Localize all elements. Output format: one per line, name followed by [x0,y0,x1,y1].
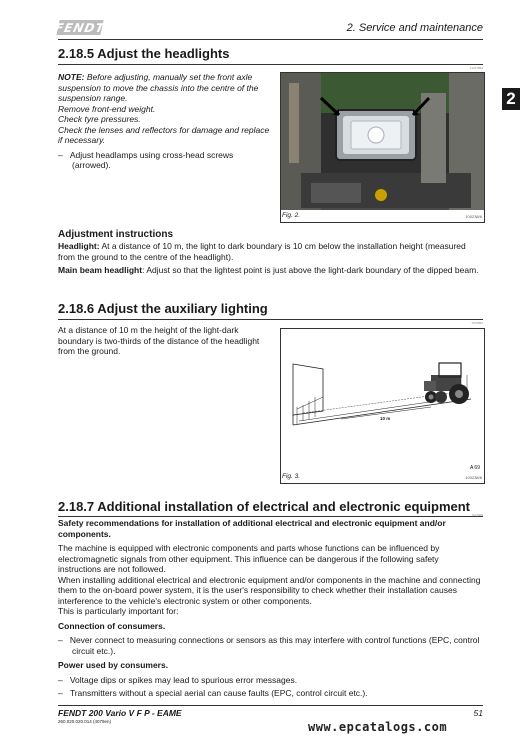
figure-3-code: 100238/8 [465,475,482,480]
bullet-transmitters: – Transmitters without a special aerial can cause faults (EPC, control circuit etc.). [58,688,368,698]
auxiliary-lighting-diagram [281,329,484,483]
headlight-label: Headlight: [58,241,100,251]
bullet-voltage-text: Voltage dips or spikes may lead to spurious error messages. [69,674,298,685]
safety-heading: Safety recommendations for installation of additional electrical and electronic equipment and/or components. [58,518,446,539]
headlight-instruction [58,241,483,262]
bullet-adjust-text: Adjust headlamps using cross-head screws (arrowed). [69,149,234,170]
footer-model: FENDT 200 Vario V F P - EAME [58,708,182,718]
section-2187-text [58,518,483,699]
figure-2-photo [280,72,485,223]
paragraph-electromagnetic: The machine is equipped with electronic components and parts whose functions can be influenced by electromagnetic signals from other equipment. This influence can be dangerous if the following safety instructions are not followed. [58,543,440,574]
note-line-tyres: Check tyre pressures. [58,114,141,124]
bullet-voltage-dips: – Voltage dips or spikes may lead to spurious error messages. [58,674,298,685]
note-paragraph [58,72,270,104]
fendt-logo [53,20,107,35]
note-text: Before adjusting, manually set the front axle suspension to move the chassis into the centre of the suspension range. [58,72,259,103]
footer-doc-number: 260.020.020.014 (4079en) [58,719,112,724]
bullet-measuring-connections: – Never connect to measuring connections or sensors as this may interfere with control functions (EPC, control circuit etc.). [58,635,480,656]
paragraph-important: This is particularly important for: [58,606,179,616]
section-2185-text [58,72,270,171]
section-title-2187: 2.18.7 Additional installation of electrical and electronic equipment [58,499,471,514]
bullet-adjust-headlamps: – Adjust headlamps using cross-head screws (arrowed). [58,149,234,170]
subheading-connection: Connection of consumers. [58,620,166,631]
adjustment-instructions [58,228,483,276]
note-line-lenses: Check the lenses and reflectors for damage and replace if necessary. [58,124,270,145]
code-tag-2186: 7107862 [471,321,483,325]
note-label: NOTE: [58,72,85,82]
code-tag-2185: 7107786a [469,66,483,70]
section-rule-2187 [58,516,483,517]
headlight-text: At a distance of 10 m, the light to dark boundary is 10 cm below the installation height (measured from the ground to the centre of the headlight). [58,241,466,262]
tractor-silhouette [424,363,469,404]
figure-2-caption: Fig. 2. [282,212,301,219]
section-title-2186: 2.18.6 Adjust the auxiliary lighting [58,301,268,316]
section-2186-text: At a distance of 10 m the height of the light-dark boundary is two-thirds of the distance of the headlight from the ground. [58,325,260,356]
main-beam-label: Main beam headlight [58,265,143,275]
headlight-photo-illustration [281,73,484,222]
section-title-2185: 2.18.5 Adjust the headlights [58,46,230,61]
adjustment-title: Adjustment instructions [58,229,174,240]
bullet-transmitters-text: Transmitters without a special aerial can cause faults (EPC, control circuit etc.). [69,688,368,698]
main-beam-text: : Adjust so that the lightest point is just above the light-dark boundary of the dipped beam. [142,265,479,275]
figure-3-ref: A 69 [469,465,480,471]
code-tag-2187: 7107909 [471,513,483,517]
watermark-url[interactable]: www.epcatalogs.com [308,720,448,734]
figure-3-diagram [280,328,485,484]
footer-rule [58,705,483,706]
main-beam-instruction [58,265,483,276]
chapter-tab: 2 [502,88,520,110]
section-rule-2185 [58,64,483,65]
bullet-measuring-text: Never connect to measuring connections or sensors as this may interfere with control functions (EPC, control circuit etc.). [69,635,480,656]
header-section-title: 2. Service and maintenance [346,22,483,34]
logo-text: FENDT [53,20,107,35]
figure-2-code: 100238/6 [465,214,482,219]
subheading-power: Power used by consumers. [58,660,169,670]
footer-page-number: 51 [473,708,483,718]
figure-3-caption: Fig. 3. [282,473,301,480]
paragraph-installation: When installing additional electrical and electronic equipment and/or components in the machine and connecting them to the on-board power system, it is the user's responsibility to check whether their installation causes interference to the vehicle's electronic system or other components. [58,574,481,606]
header-rule [58,39,483,40]
distance-label: 10 m [380,416,391,421]
section-rule-2186 [58,319,483,320]
note-line-weight: Remove front-end weight. [58,103,156,114]
